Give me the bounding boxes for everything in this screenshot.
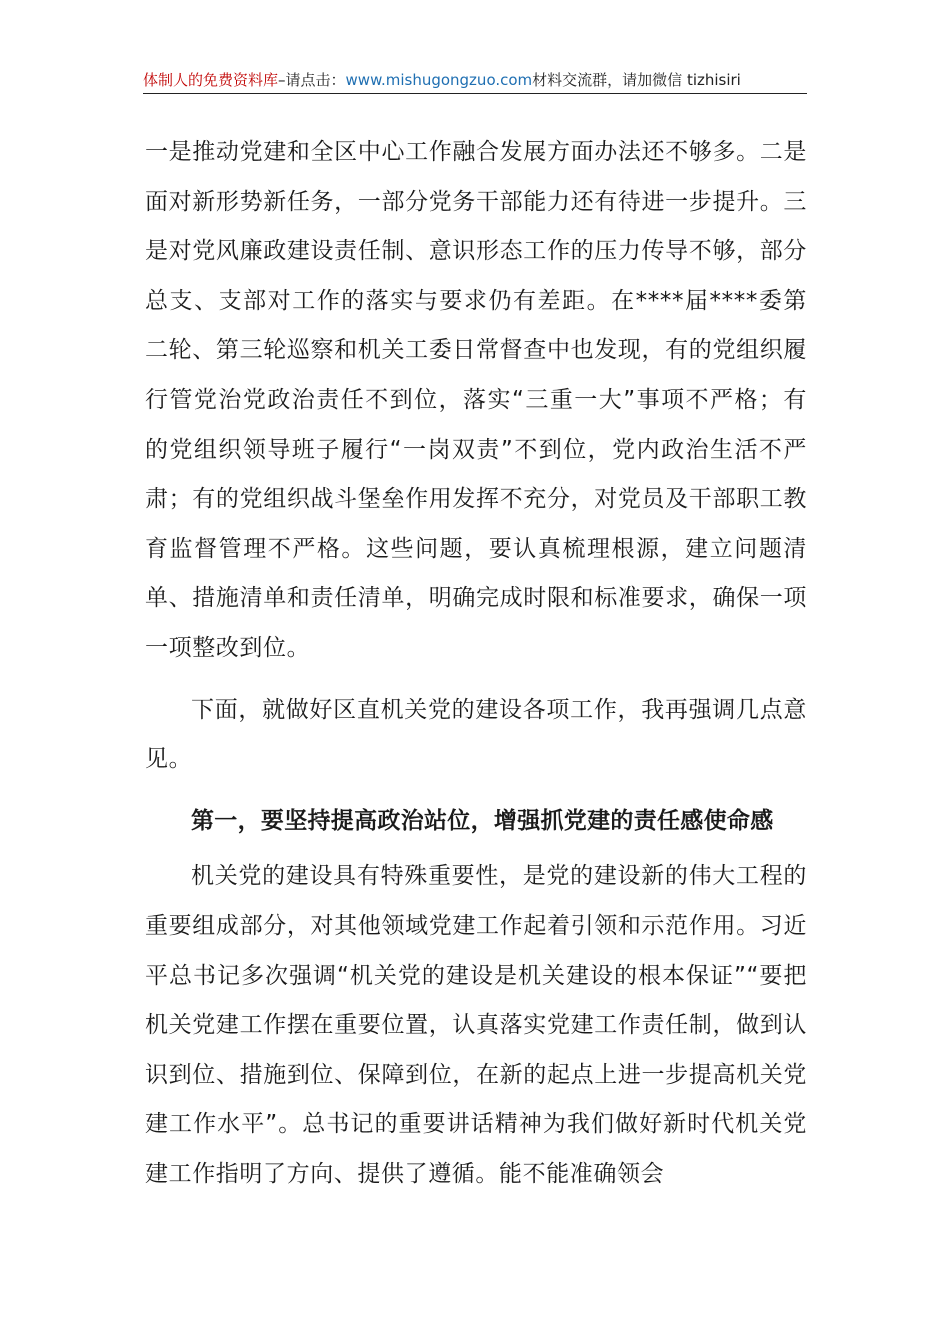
header-prompt: –请点击： <box>278 71 346 89</box>
paragraph-intro: 下面，就做好区直机关党的建设各项工作，我再强调几点意见。 <box>145 696 807 773</box>
paragraph-problems: 一是推动党建和全区中心工作融合发展方面办法还不够多。二是面对新形势新任务，一部分党务干部能力还有待进一步提升。三是对党风廉政建设责任制、意识形态工作的压力传导不够，部分总支、支部对工作的落实与要求仍有差距。在****届****委第二轮、第三轮巡察和机关工委日常督查中也发现，有的党组织履行管党治党政治责任不到位，落实“三重一大”事项不严格；有的党组织领导班子履行“一岗双责”不到位，党内政治生活不严肃；有的党组织战斗堡垒作用发挥不充分，对党员及干部职工教育监督管理不严格。这些问题，要认真梳理根源，建立问题清单、措施清单和责任清单，明确完成时限和标准要求，确保一项一项整改到位。 <box>145 139 807 661</box>
section-heading: 第一，要坚持提高政治站位，增强抓党建的责任感使命感 <box>191 807 774 834</box>
header-note: 材料交流群，请加微信 tizhisiri <box>532 71 741 89</box>
page-header <box>143 66 807 94</box>
document-body <box>145 128 807 1199</box>
paragraph-section-one: 机关党的建设具有特殊重要性，是党的建设新的伟大工程的重要组成部分，对其他领域党建工作起着引领和示范作用。习近平总书记多次强调“机关党的建设是机关建设的根本保证”“要把机关党建工作摆在重要位置，认真落实党建工作责任制，做到认识到位、措施到位、保障到位，在新的起点上进一步提高机关党建工作水平”。总书记的重要讲话精神为我们做好新时代机关党建工作指明了方向、提供了遵循。能不能准确领会 <box>145 863 807 1187</box>
header-brand: 体制人的免费资料库 <box>143 71 279 89</box>
header-url-link[interactable]: www.mishugongzuo.com <box>345 71 533 89</box>
